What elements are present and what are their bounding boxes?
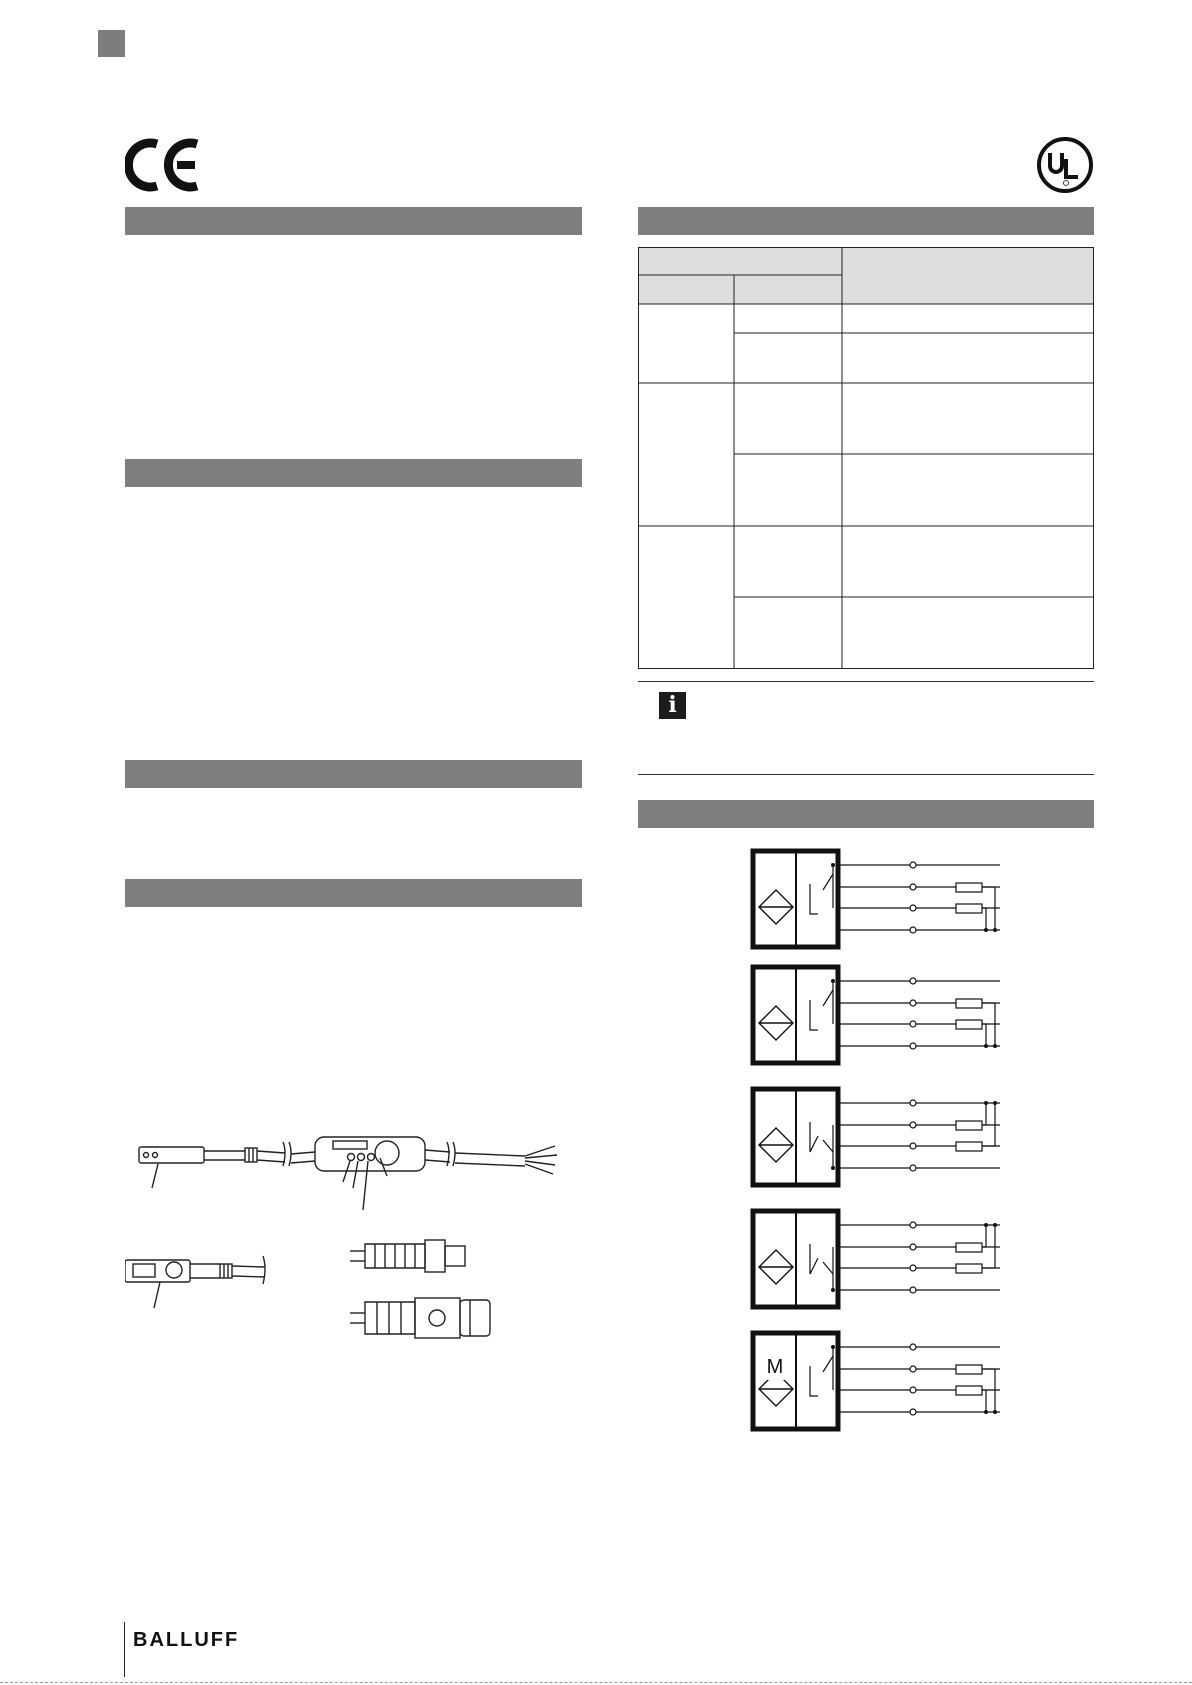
info-icon: i <box>659 692 686 719</box>
section-header-bar <box>638 207 1094 235</box>
page-bottom-edge <box>0 1682 1192 1683</box>
section-header-bar <box>125 879 582 907</box>
section-header-bar <box>125 207 582 235</box>
spec-table <box>638 247 1094 669</box>
sensor-illustration <box>125 1120 585 1360</box>
footer-rule <box>124 1622 125 1677</box>
ul-mark-icon <box>1036 136 1094 194</box>
note-bottom-rule <box>638 774 1094 775</box>
note-top-rule <box>638 681 1094 682</box>
ce-mark-icon <box>125 136 205 194</box>
section-header-bar <box>638 800 1094 828</box>
wiring-diagrams <box>740 844 1040 1434</box>
section-header-bar <box>125 760 582 788</box>
motion-label: M <box>766 1356 784 1378</box>
section-header-bar <box>125 459 582 487</box>
corner-marker <box>98 30 125 57</box>
brand-logo: BALLUFF <box>133 1629 240 1651</box>
